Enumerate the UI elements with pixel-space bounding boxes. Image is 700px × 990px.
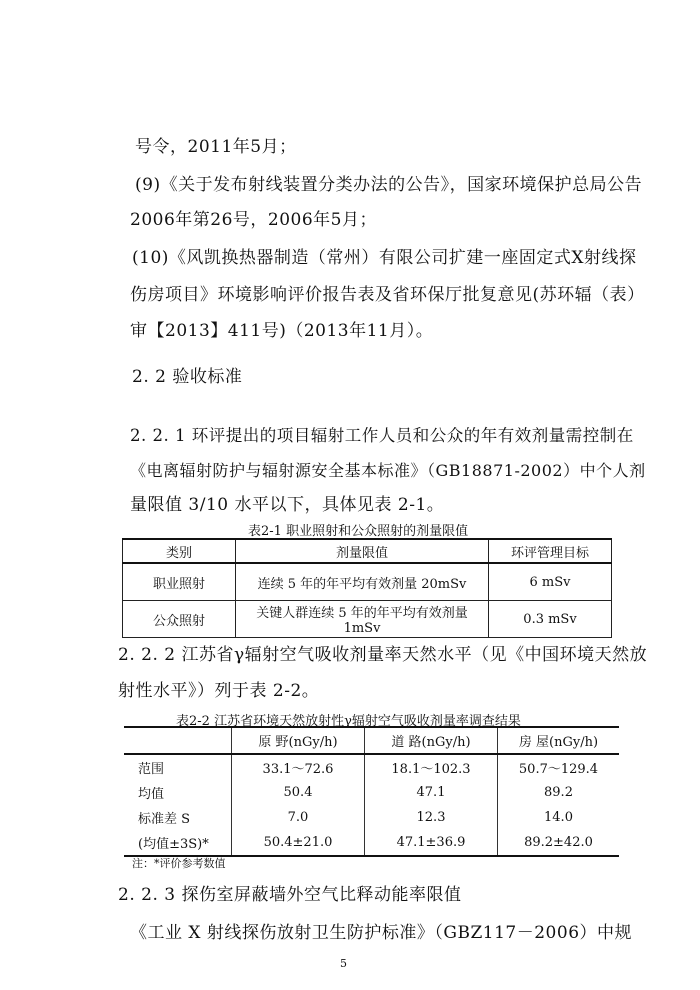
table-cell: 14.0 bbox=[498, 805, 620, 830]
table-caption: 表2-2 江苏省环境天然放射性γ辐射空气吸收剂量率调查结果 bbox=[176, 714, 521, 729]
table-caption: 表2-1 职业照射和公众照射的剂量限值 bbox=[248, 524, 469, 539]
paragraph-line: 量限值 3/10 水平以下，具体见表 2-1。 bbox=[130, 495, 445, 515]
table-row bbox=[124, 830, 619, 856]
paragraph-line: 号令，2011年5月； bbox=[135, 137, 297, 157]
table-header-row bbox=[123, 539, 612, 563]
table-row bbox=[124, 805, 619, 830]
table-cell: 50.7～129.4 bbox=[498, 754, 620, 780]
table-cell: 7.0 bbox=[232, 805, 365, 830]
table-cell: 连续 5 年的年平均有效剂量 20mSv bbox=[236, 563, 489, 601]
table-header-row bbox=[124, 727, 619, 754]
paragraph-line: 《电离辐射防护与辐射源安全基本标准》（GB18871-2002）中个人剂 bbox=[130, 461, 646, 480]
table-cell: 关键人群连续 5 年的年平均有效剂量 1mSv bbox=[236, 601, 489, 638]
table-cell: (均值±3S)* bbox=[124, 830, 232, 856]
paragraph-line: 2. 2. 2 江苏省γ辐射空气吸收剂量率天然水平（见《中国环境天然放 bbox=[118, 645, 648, 665]
table-cell: 标准差 S bbox=[138, 812, 191, 827]
table-row bbox=[123, 601, 612, 638]
table-cell: 6 mSv bbox=[489, 563, 612, 601]
section-heading: 2. 2. 3 探伤室屏蔽墙外空气比释动能率限值 bbox=[118, 885, 462, 905]
table-cell: 47.1 bbox=[365, 780, 498, 805]
table-cell: 18.1～102.3 bbox=[365, 754, 498, 780]
paragraph-line: 2006年第26号，2006年5月； bbox=[130, 210, 377, 230]
paragraph-line: 2. 2. 1 环评提出的项目辐射工作人员和公众的年有效剂量需控制在 bbox=[130, 426, 634, 445]
page-number: 5 bbox=[340, 957, 347, 970]
paragraph-line: 《工业 X 射线探伤放射卫生防护标准》（GBZ117－2006）中规 bbox=[130, 923, 633, 943]
dose-limit-table bbox=[122, 538, 612, 638]
table-header-cell: 类别 bbox=[123, 539, 236, 563]
table-header-cell: 环评管理目标 bbox=[489, 539, 612, 563]
table-cell: 公众照射 bbox=[123, 601, 236, 638]
paragraph-line: (10)《风凯换热器制造（常州）有限公司扩建一座固定式X射线探 bbox=[132, 248, 637, 268]
table-row bbox=[123, 563, 612, 601]
table-header-cell: 原 野(nGy/h) bbox=[232, 727, 365, 754]
radiation-level-table bbox=[124, 726, 619, 857]
table-cell: 职业照射 bbox=[123, 563, 236, 601]
table-row bbox=[124, 754, 619, 780]
table-header-cell: 房 屋(nGy/h) bbox=[498, 727, 620, 754]
table-cell: 50.4±21.0 bbox=[232, 830, 365, 856]
table-cell: 均值 bbox=[138, 787, 165, 802]
table-note: 注：*评价参考数值 bbox=[132, 857, 226, 870]
paragraph-line: 伤房项目》环境影响评价报告表及省环保厅批复意见(苏环辐（表） bbox=[130, 285, 645, 305]
table-header-cell: 剂量限值 bbox=[236, 539, 489, 563]
table-cell: 12.3 bbox=[365, 805, 498, 830]
table-cell: 50.4 bbox=[232, 780, 365, 805]
section-heading: 2. 2 验收标准 bbox=[132, 367, 243, 387]
table-cell: 89.2±42.0 bbox=[498, 830, 620, 856]
table-header-cell bbox=[124, 727, 232, 754]
paragraph-line: (9)《关于发布射线装置分类办法的公告》，国家环境保护总局公告 bbox=[135, 175, 643, 195]
table-cell: 0.3 mSv bbox=[489, 601, 612, 638]
table-cell: 范围 bbox=[138, 762, 165, 777]
paragraph-line: 审【2013】411号)（2013年11月）。 bbox=[130, 321, 434, 341]
table-cell: 89.2 bbox=[498, 780, 620, 805]
table-row bbox=[124, 780, 619, 805]
paragraph-line: 射性水平》）列于表 2-2。 bbox=[118, 681, 320, 701]
table-cell: 47.1±36.9 bbox=[365, 830, 498, 856]
table-cell: 33.1～72.6 bbox=[232, 754, 365, 780]
table-header-cell: 道 路(nGy/h) bbox=[365, 727, 498, 754]
